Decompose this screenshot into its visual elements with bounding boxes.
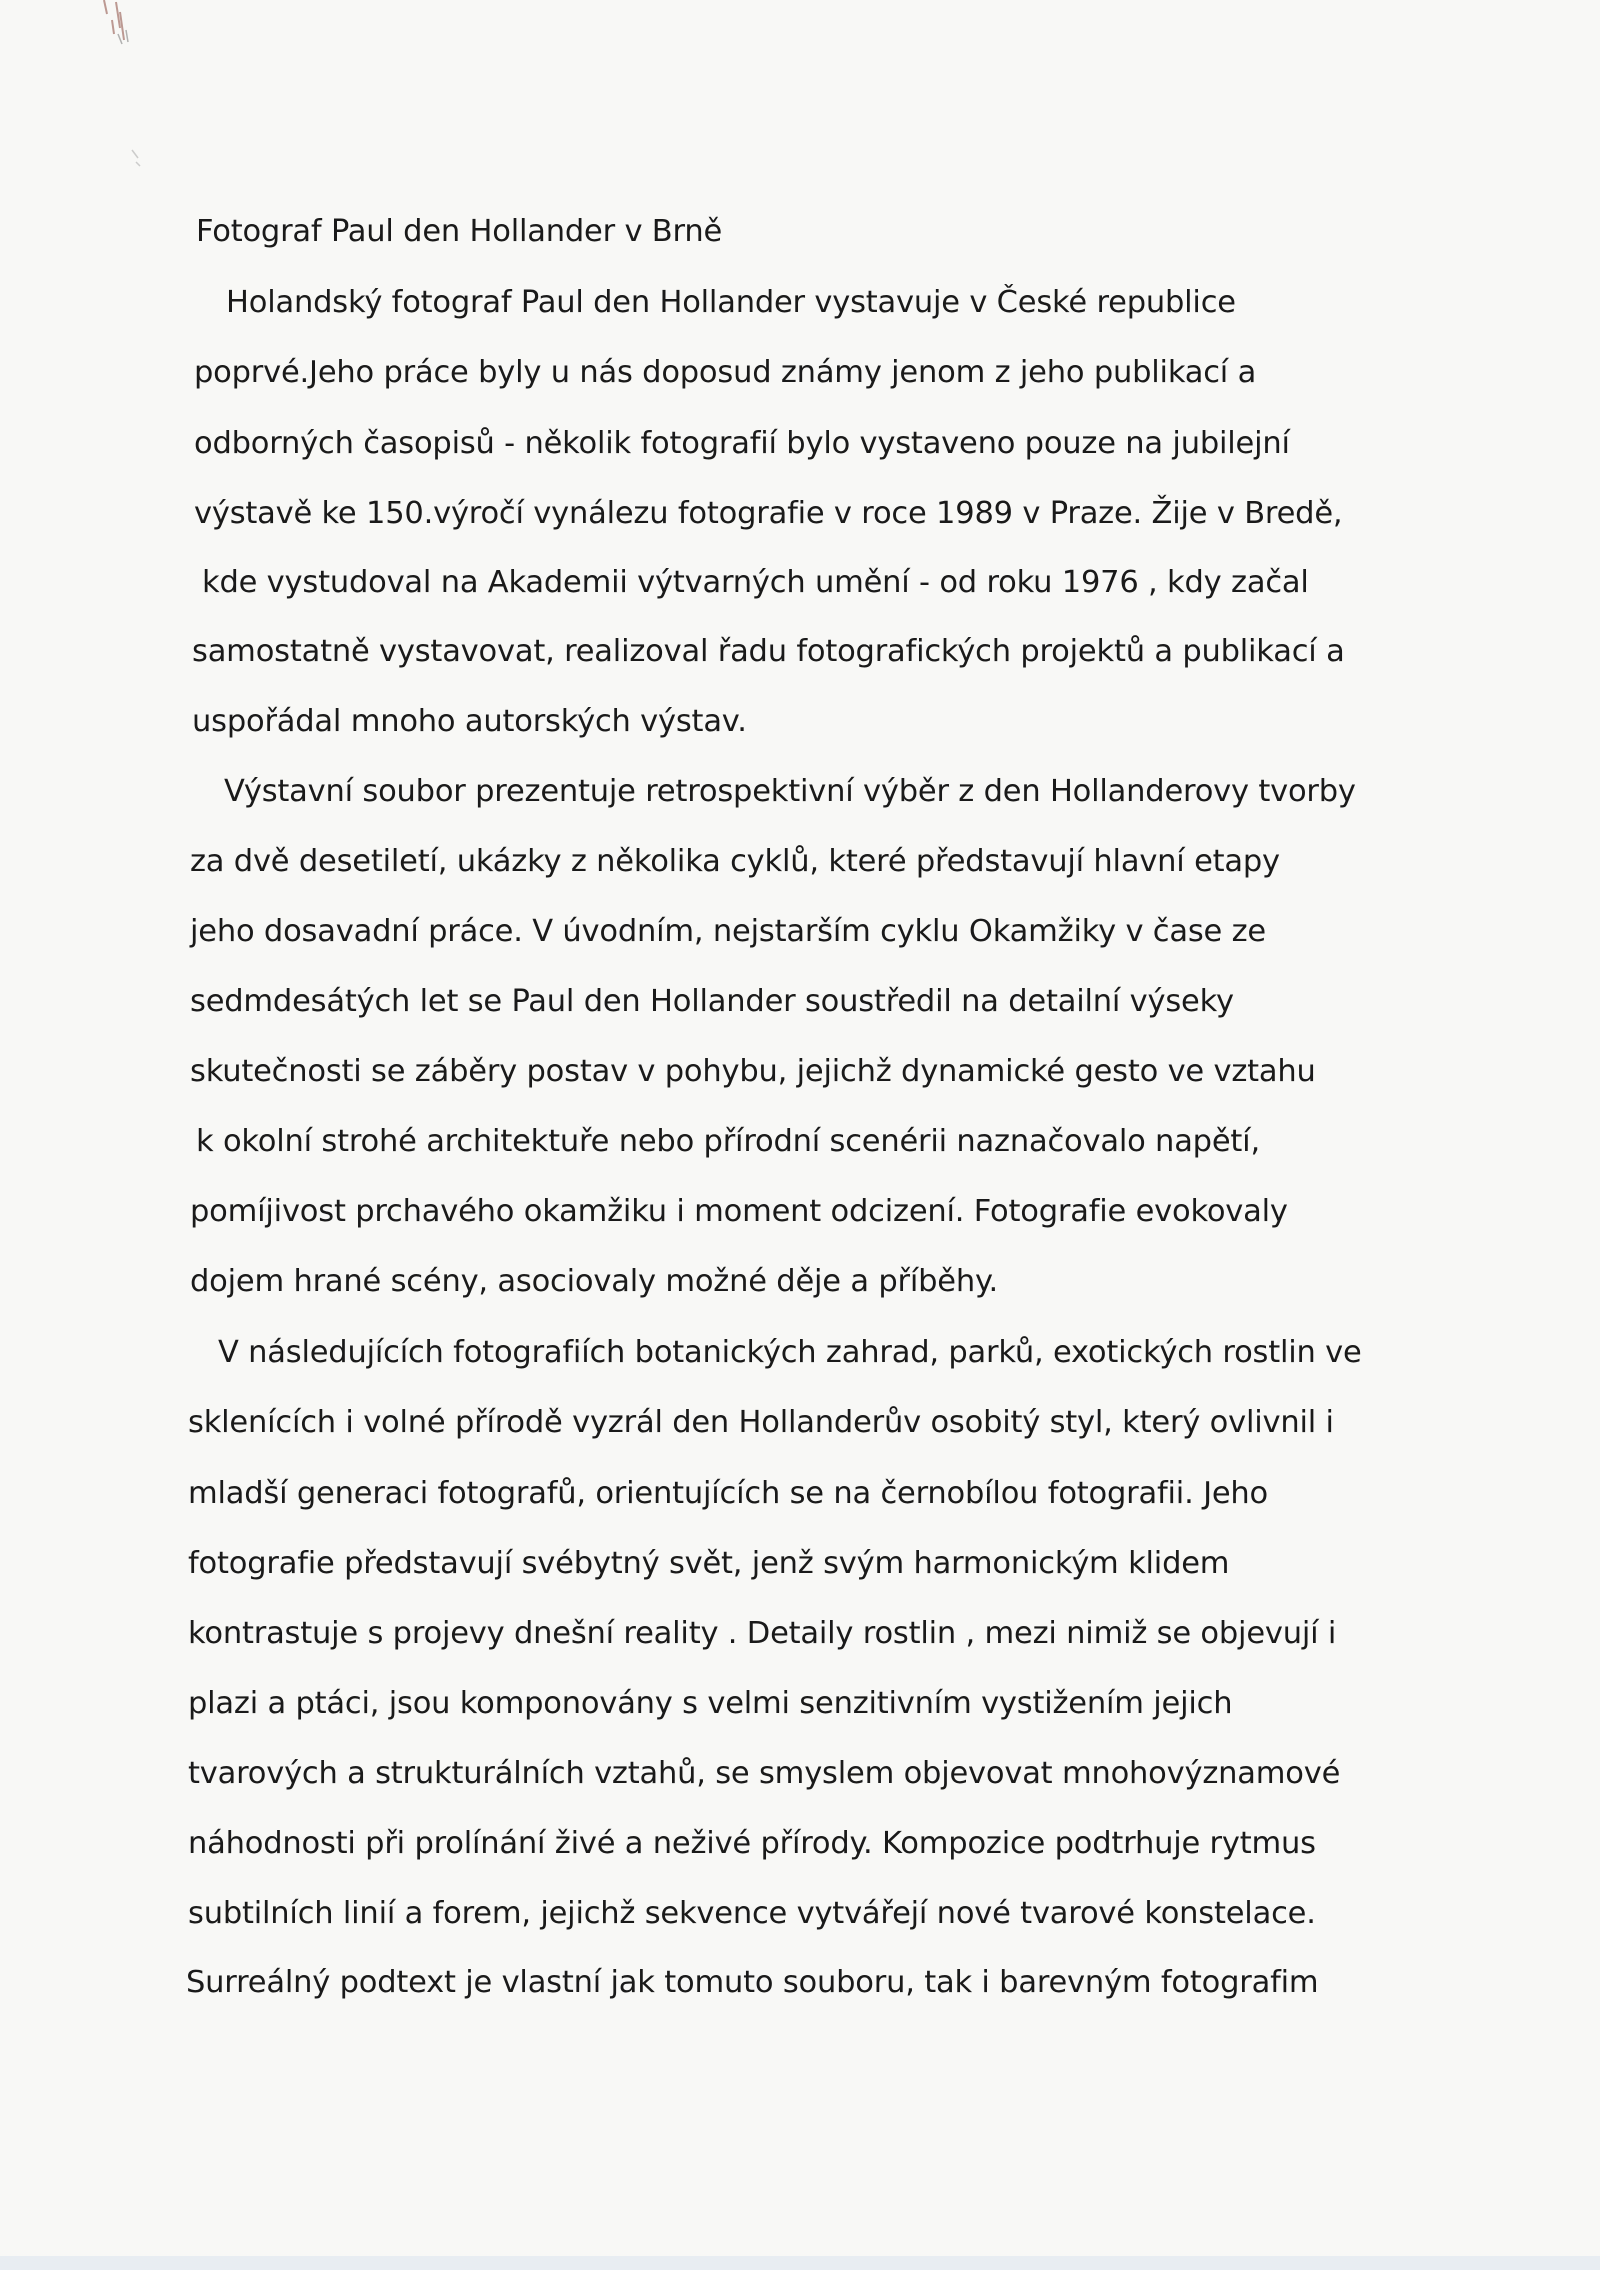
scan-artifact-mark xyxy=(60,0,180,180)
text-line: pomíjivost prchavého okamžiku i moment odcizení. Fotografie evokovaly xyxy=(190,1194,1288,1229)
text-line: poprvé.Jeho práce byly u nás doposud známy jenom z jeho publikací a xyxy=(194,355,1257,390)
text-line: fotografie představují svébytný svět, jenž svým harmonickým klidem xyxy=(188,1546,1230,1581)
text-line: V následujících fotografiích botanických zahrad, parků, exotických rostlin ve xyxy=(218,1335,1362,1370)
text-line: Výstavní soubor prezentuje retrospektivní výběr z den Hollanderovy tvorby xyxy=(224,774,1356,809)
text-line: skutečnosti se záběry postav v pohybu, jejichž dynamické gesto ve vztahu xyxy=(190,1054,1316,1089)
text-line: uspořádal mnoho autorských výstav. xyxy=(192,704,747,739)
text-line: subtilních linií a forem, jejichž sekvence vytvářejí nové tvarové konstelace. xyxy=(188,1896,1316,1931)
text-line: sedmdesátých let se Paul den Hollander soustředil na detailní výseky xyxy=(190,984,1234,1019)
text-line: mladší generaci fotografů, orientujících se na černobílou fotografii. Jeho xyxy=(188,1476,1269,1511)
scan-bottom-edge xyxy=(0,2256,1600,2270)
text-line: samostatně vystavovat, realizoval řadu fotografických projektů a publikací a xyxy=(192,634,1345,669)
text-line: plazi a ptáci, jsou komponovány s velmi senzitivním vystižením jejich xyxy=(188,1686,1233,1721)
text-line: tvarových a strukturálních vztahů, se smyslem objevovat mnohovýznamové xyxy=(188,1756,1341,1791)
text-line: jeho dosavadní práce. V úvodním, nejstarším cyklu Okamžiky v čase ze xyxy=(190,914,1266,949)
text-line: odborných časopisů - několik fotografií bylo vystaveno pouze na jubilejní xyxy=(194,426,1290,461)
text-line: za dvě desetiletí, ukázky z několika cyklů, které představují hlavní etapy xyxy=(190,844,1280,879)
text-line: kde vystudoval na Akademii výtvarných umění - od roku 1976 , kdy začal xyxy=(202,565,1309,600)
text-line: sklenících i volné přírodě vyzrál den Hollanderův osobitý styl, který ovlivnil i xyxy=(188,1405,1334,1440)
text-line: Holandský fotograf Paul den Hollander vystavuje v České republice xyxy=(226,285,1236,320)
document-title: Fotograf Paul den Hollander v Brně xyxy=(196,214,723,249)
text-line: výstavě ke 150.výročí vynálezu fotografie v roce 1989 v Praze. Žije v Bredě, xyxy=(194,496,1343,531)
text-line: Surreálný podtext je vlastní jak tomuto souboru, tak i barevným fotografim xyxy=(186,1965,1319,2000)
text-line: náhodnosti při prolínání živé a neživé přírody. Kompozice podtrhuje rytmus xyxy=(188,1826,1316,1861)
text-line: k okolní strohé architektuře nebo přírodní scenérii naznačovalo napětí, xyxy=(196,1124,1260,1159)
text-line: kontrastuje s projevy dnešní reality . Detaily rostlin , mezi nimiž se objevují i xyxy=(188,1616,1337,1651)
text-line: dojem hrané scény, asociovaly možné děje a příběhy. xyxy=(190,1264,998,1299)
